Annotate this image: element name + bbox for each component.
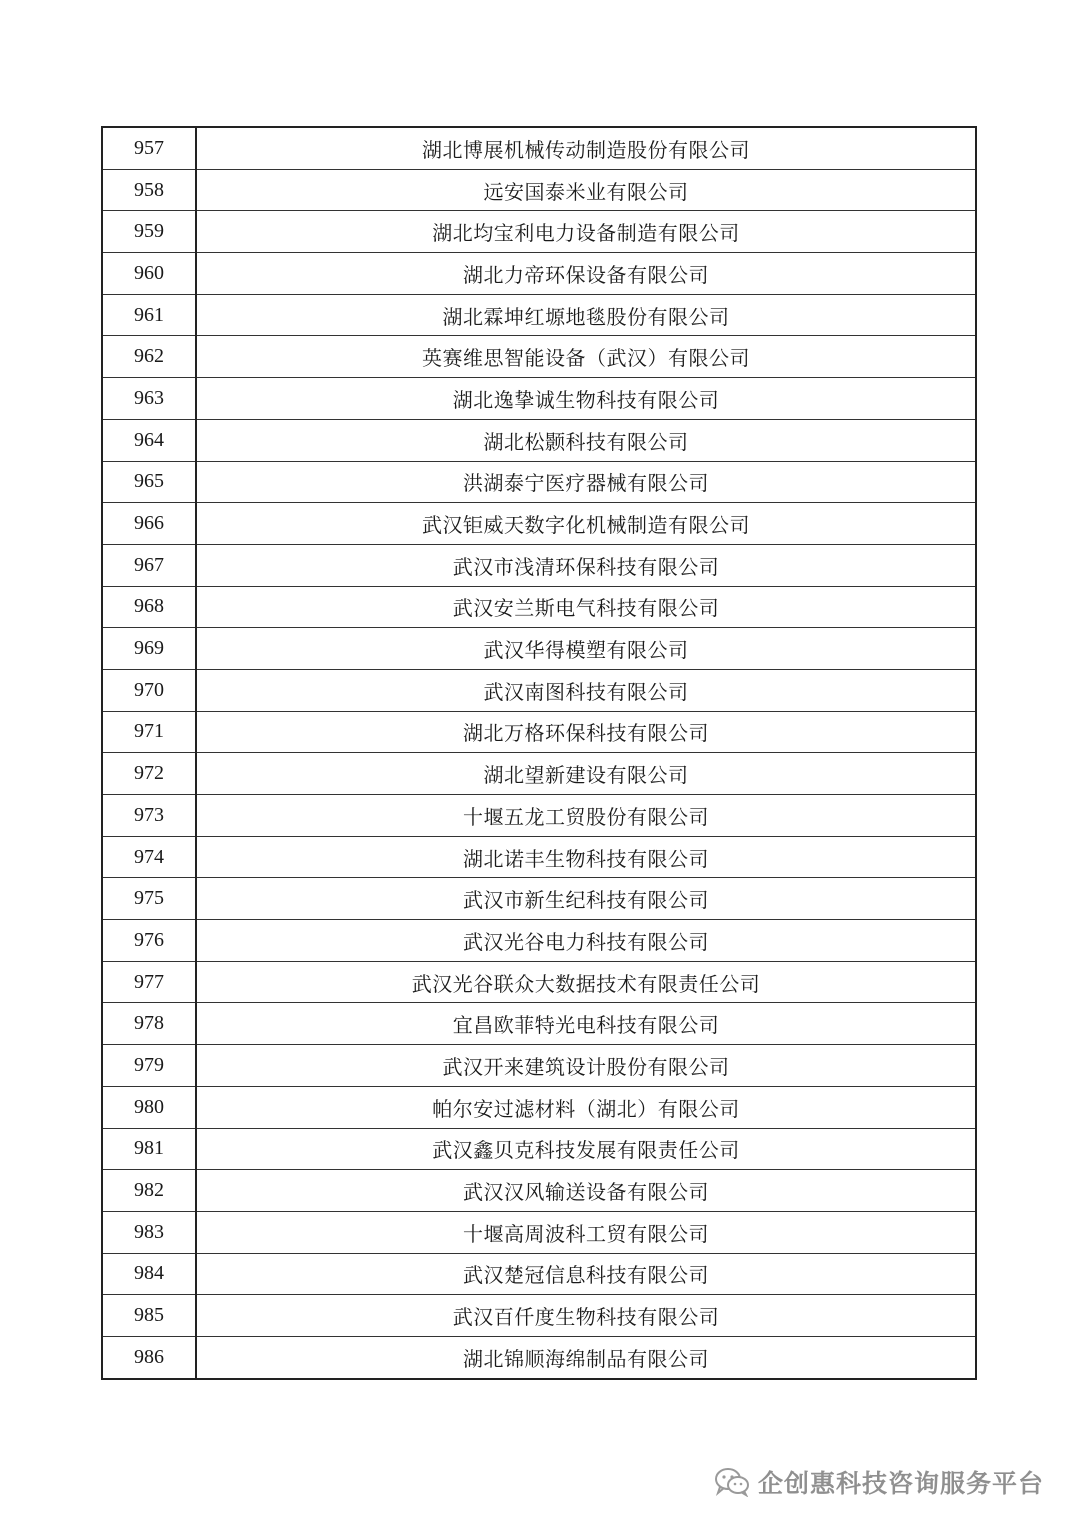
row-number: 973 [102, 795, 196, 837]
company-name: 武汉百仟度生物科技有限公司 [196, 1295, 976, 1337]
table-row [102, 836, 976, 878]
row-number: 984 [102, 1253, 196, 1295]
table-row [102, 1211, 976, 1253]
table-row [102, 1086, 976, 1128]
table-row [102, 419, 976, 461]
table-row [102, 628, 976, 670]
company-name: 湖北逸挚诚生物科技有限公司 [196, 378, 976, 420]
company-list-body [102, 127, 976, 1379]
table-row [102, 1336, 976, 1378]
company-name: 湖北万格环保科技有限公司 [196, 711, 976, 753]
row-number: 970 [102, 669, 196, 711]
company-name: 帕尔安过滤材料（湖北）有限公司 [196, 1086, 976, 1128]
table-row [102, 1003, 976, 1045]
table-row [102, 920, 976, 962]
table-row [102, 544, 976, 586]
company-name: 宜昌欧菲特光电科技有限公司 [196, 1003, 976, 1045]
company-name: 英赛维思智能设备（武汉）有限公司 [196, 336, 976, 378]
company-name: 十堰高周波科工贸有限公司 [196, 1211, 976, 1253]
row-number: 983 [102, 1211, 196, 1253]
company-name: 武汉安兰斯电气科技有限公司 [196, 586, 976, 628]
company-name: 湖北望新建设有限公司 [196, 753, 976, 795]
company-name: 湖北锦顺海绵制品有限公司 [196, 1336, 976, 1378]
row-number: 978 [102, 1003, 196, 1045]
table-row [102, 1253, 976, 1295]
company-name: 武汉开来建筑设计股份有限公司 [196, 1045, 976, 1087]
watermark [714, 1462, 1044, 1502]
row-number: 961 [102, 294, 196, 336]
row-number: 969 [102, 628, 196, 670]
row-number: 986 [102, 1336, 196, 1378]
row-number: 985 [102, 1295, 196, 1337]
table-row [102, 586, 976, 628]
table-row [102, 961, 976, 1003]
table-row [102, 1295, 976, 1337]
table-row [102, 253, 976, 295]
table-row [102, 211, 976, 253]
row-number: 957 [102, 127, 196, 169]
row-number: 958 [102, 169, 196, 211]
table-row [102, 878, 976, 920]
company-name: 武汉南图科技有限公司 [196, 669, 976, 711]
table-row [102, 795, 976, 837]
row-number: 960 [102, 253, 196, 295]
company-name: 武汉光谷联众大数据技术有限责任公司 [196, 961, 976, 1003]
table-row [102, 753, 976, 795]
row-number: 971 [102, 711, 196, 753]
table-row [102, 1170, 976, 1212]
company-list-table [101, 126, 977, 1380]
company-name: 远安国泰米业有限公司 [196, 169, 976, 211]
row-number: 968 [102, 586, 196, 628]
company-name: 十堰五龙工贸股份有限公司 [196, 795, 976, 837]
row-number: 964 [102, 419, 196, 461]
company-name: 武汉光谷电力科技有限公司 [196, 920, 976, 962]
table-row [102, 294, 976, 336]
table-row [102, 336, 976, 378]
company-name: 湖北力帝环保设备有限公司 [196, 253, 976, 295]
table-row [102, 461, 976, 503]
row-number: 972 [102, 753, 196, 795]
company-name: 武汉楚冠信息科技有限公司 [196, 1253, 976, 1295]
row-number: 965 [102, 461, 196, 503]
company-name: 武汉市浅清环保科技有限公司 [196, 544, 976, 586]
row-number: 976 [102, 920, 196, 962]
table-row [102, 711, 976, 753]
company-name: 湖北诺丰生物科技有限公司 [196, 836, 976, 878]
row-number: 975 [102, 878, 196, 920]
company-name: 武汉汉风输送设备有限公司 [196, 1170, 976, 1212]
table-row [102, 1128, 976, 1170]
row-number: 966 [102, 503, 196, 545]
row-number: 967 [102, 544, 196, 586]
row-number: 962 [102, 336, 196, 378]
row-number: 980 [102, 1086, 196, 1128]
row-number: 963 [102, 378, 196, 420]
row-number: 982 [102, 1170, 196, 1212]
company-name: 湖北均宝利电力设备制造有限公司 [196, 211, 976, 253]
row-number: 981 [102, 1128, 196, 1170]
row-number: 977 [102, 961, 196, 1003]
company-name: 洪湖泰宁医疗器械有限公司 [196, 461, 976, 503]
table-row [102, 669, 976, 711]
table-row [102, 378, 976, 420]
company-name: 武汉钜威天数字化机械制造有限公司 [196, 503, 976, 545]
company-name: 武汉华得模塑有限公司 [196, 628, 976, 670]
row-number: 979 [102, 1045, 196, 1087]
company-name: 湖北松颢科技有限公司 [196, 419, 976, 461]
table-row [102, 169, 976, 211]
row-number: 974 [102, 836, 196, 878]
company-name: 湖北霖坤红塬地毯股份有限公司 [196, 294, 976, 336]
table-row [102, 503, 976, 545]
wechat-icon [714, 1467, 750, 1497]
watermark-text: 企创惠科技咨询服务平台 [757, 1469, 1044, 1498]
table-row [102, 127, 976, 169]
company-name: 武汉鑫贝克科技发展有限责任公司 [196, 1128, 976, 1170]
company-name: 湖北博展机械传动制造股份有限公司 [196, 127, 976, 169]
row-number: 959 [102, 211, 196, 253]
table-row [102, 1045, 976, 1087]
company-name: 武汉市新生纪科技有限公司 [196, 878, 976, 920]
